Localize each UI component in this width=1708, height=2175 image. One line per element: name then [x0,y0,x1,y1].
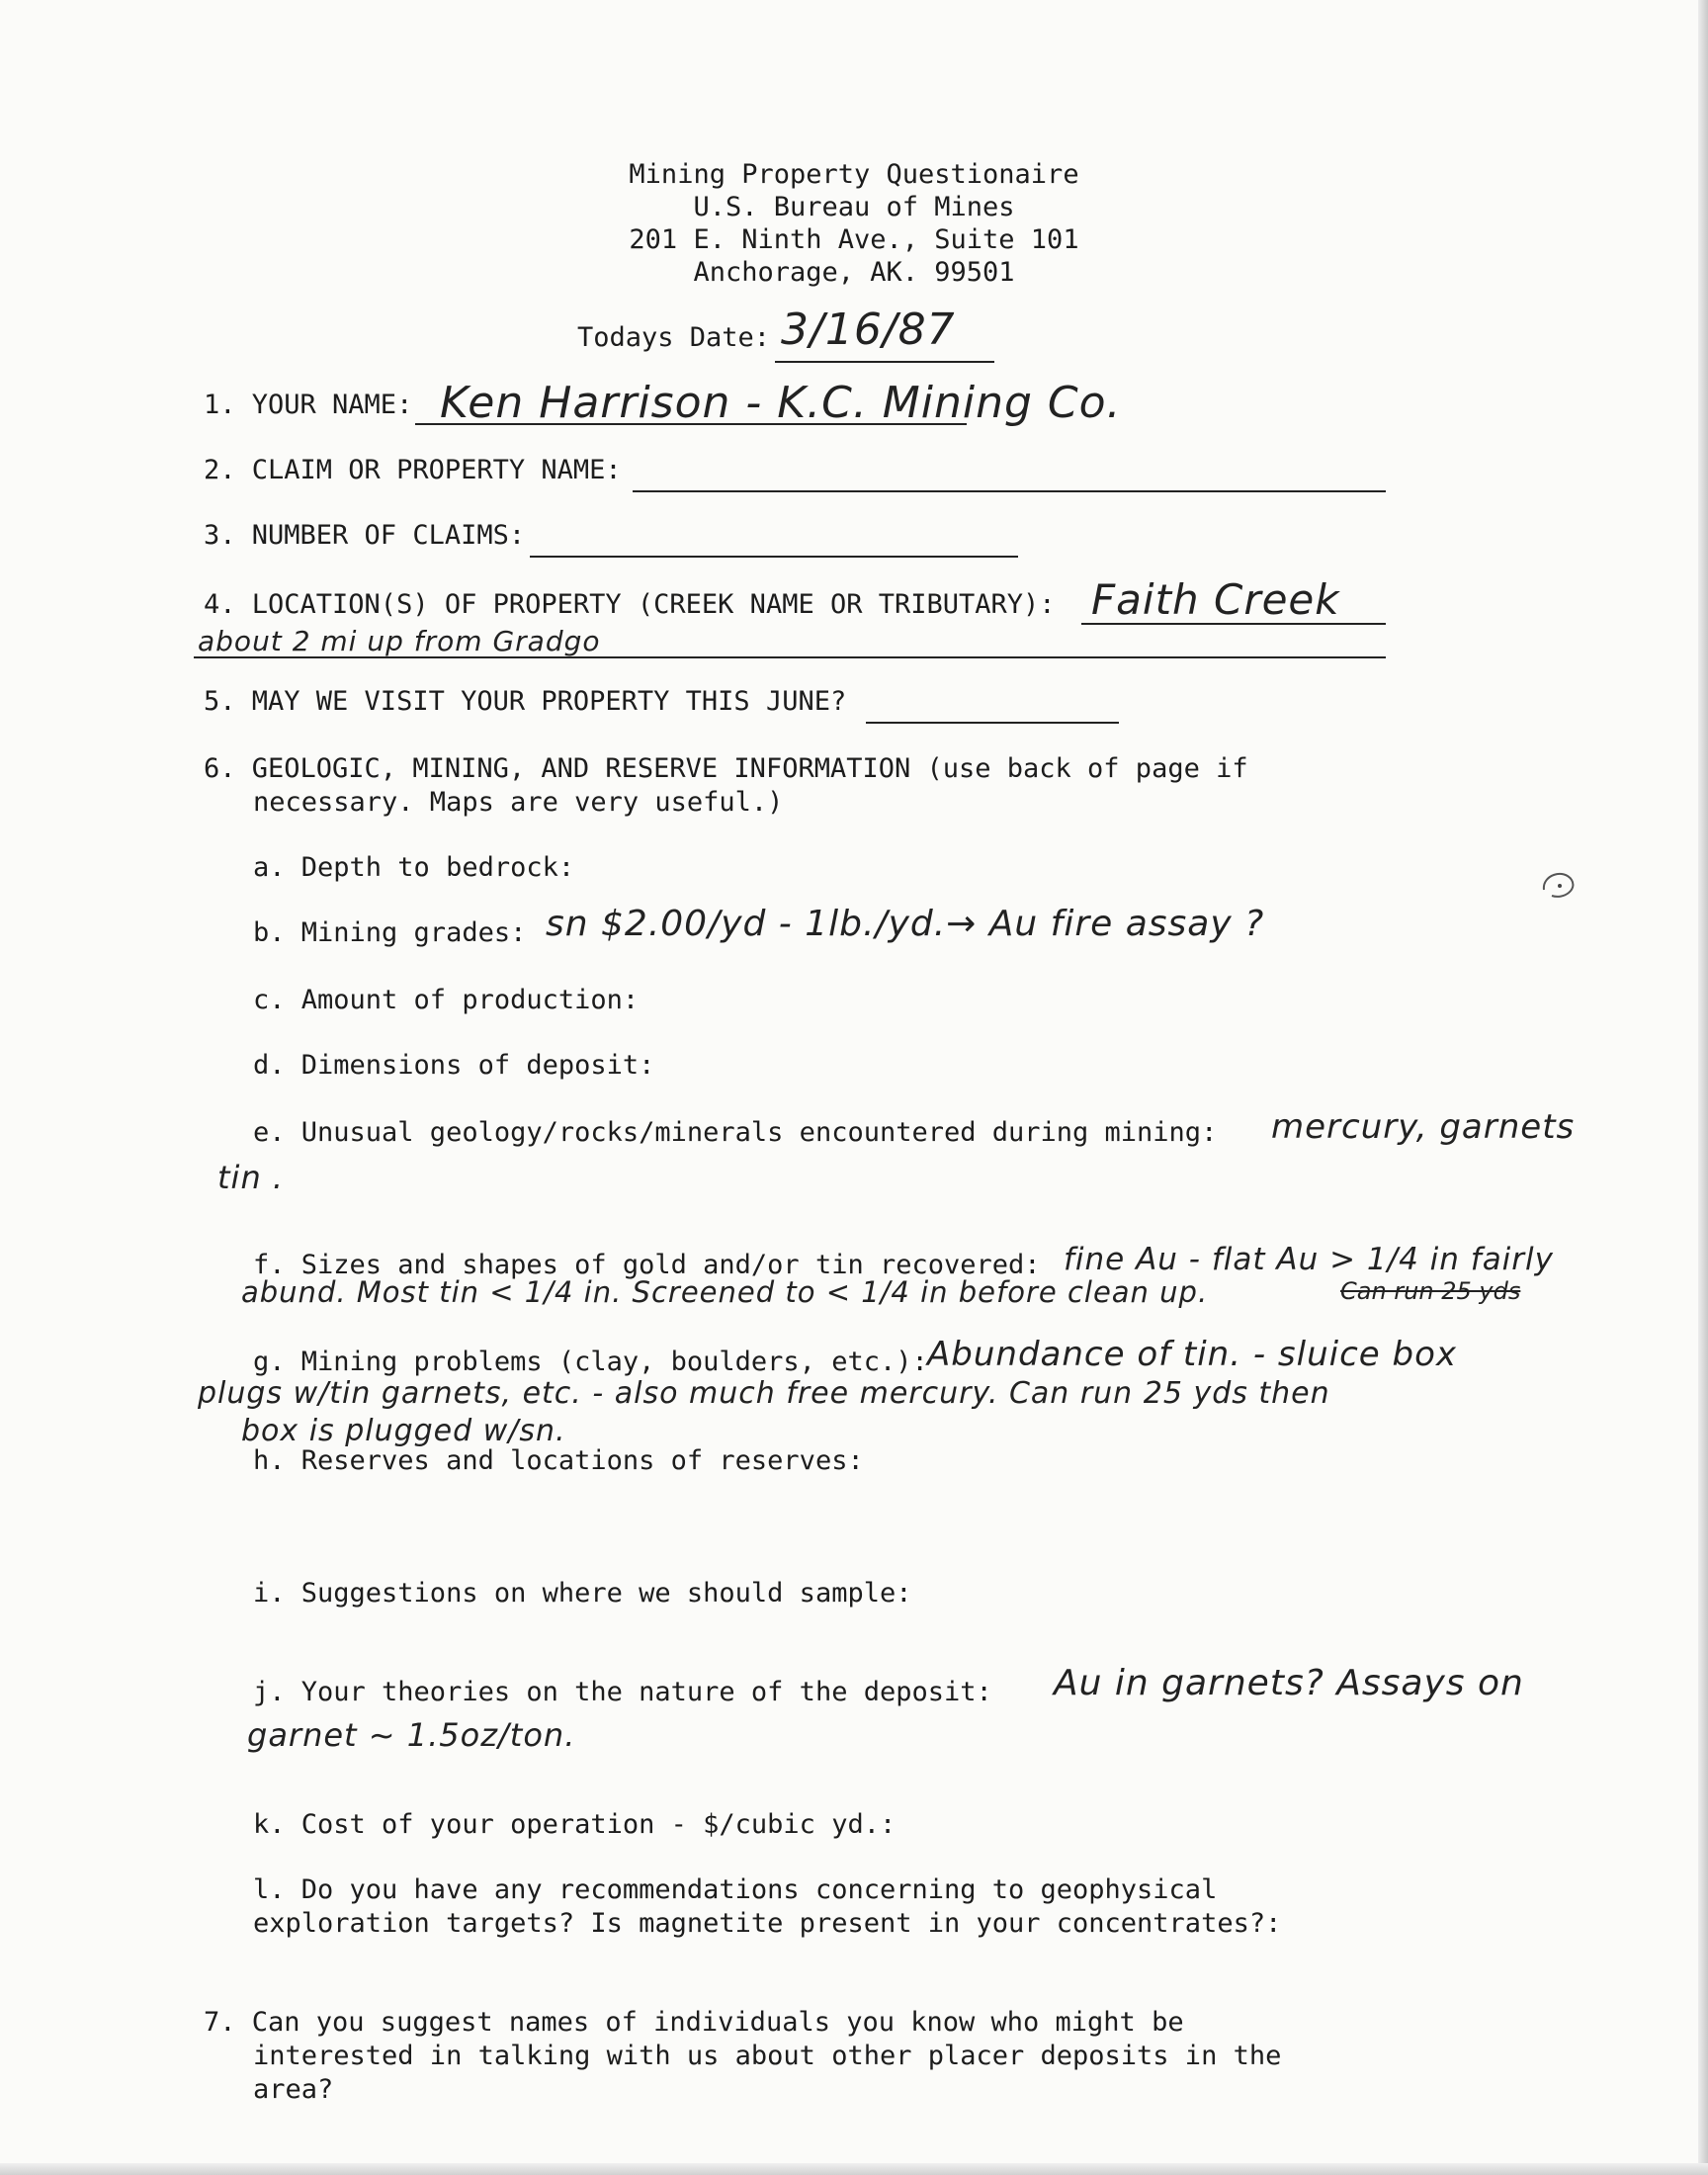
date-value: 3/16/87 [781,304,956,355]
q6-label-1: 6. GEOLOGIC, MINING, AND RESERVE INFORMATION (use back of page if [204,753,1248,784]
sizes-struck-text: Can run 25 yds [1340,1277,1521,1305]
location-label: 4. LOCATION(S) OF PROPERTY (CREEK NAME OR TRIBUTARY): [204,589,1056,620]
visit-label: 5. MAY WE VISIT YOUR PROPERTY THIS JUNE? [204,686,847,717]
problems-value: Abundance of tin. - sluice box [927,1335,1457,1374]
q7-label-2: interested in talking with us about other placer deposits in the [253,2041,1282,2071]
form-header [0,158,1708,289]
scribble-mark [1534,860,1583,910]
your-name-label: 1. YOUR NAME: [204,390,413,420]
problems-value-3: box is plugged w/sn. [241,1414,566,1448]
scan-edge-right [1698,0,1708,2175]
agency-name: U.S. Bureau of Mines [693,192,1015,222]
theories-label: j. Your theories on the nature of the deposit: [253,1677,992,1707]
date-underline [775,361,994,363]
theories-value: Au in garnets? Assays on [1054,1663,1524,1703]
sizes-value-2: abund. Most tin < 1/4 in. Screened to < 1/4 in before clean up. [241,1275,1209,1309]
geophysical-label-1: l. Do you have any recommendations concerning to geophysical [253,1874,1218,1905]
location-underline-2 [194,656,1386,658]
claim-name-label: 2. CLAIM OR PROPERTY NAME: [204,455,622,485]
location-underline-1 [1081,623,1386,625]
geology-label: e. Unusual geology/rocks/minerals encountered during mining: [253,1117,1218,1148]
cost-label: k. Cost of your operation - $/cubic yd.: [253,1809,897,1840]
geophysical-label-2: exploration targets? Is magnetite present in your concentrates?: [253,1908,1282,1939]
geology-value: mercury, garnets [1271,1107,1576,1147]
location-value-2: about 2 mi up from Gradgo [198,625,601,657]
number-of-claims-underline [530,556,1018,558]
grades-label: b. Mining grades: [253,917,527,948]
production-label: c. Amount of production: [253,985,640,1015]
location-value: Faith Creek [1091,575,1340,624]
reserves-label: h. Reserves and locations of reserves: [253,1445,864,1476]
dimensions-label: d. Dimensions of deposit: [253,1050,655,1081]
q7-label-3: area? [253,2074,334,2105]
number-of-claims-label: 3. NUMBER OF CLAIMS: [204,520,526,551]
your-name-underline [415,423,967,425]
geology-value-2: tin . [217,1159,285,1196]
visit-underline [866,722,1119,724]
q6-label-2: necessary. Maps are very useful.) [253,787,784,818]
agency-city: Anchorage, AK. 99501 [693,257,1015,288]
problems-value-2: plugs w/tin garnets, etc. - also much free mercury. Can run 25 yds then [198,1376,1330,1411]
problems-label: g. Mining problems (clay, boulders, etc.): [253,1347,928,1377]
sizes-label: f. Sizes and shapes of gold and/or tin recovered: [253,1250,1041,1280]
sample-label: i. Suggestions on where we should sample: [253,1578,912,1609]
agency-address: 201 E. Ninth Ave., Suite 101 [629,224,1079,255]
theories-value-2: garnet ~ 1.5oz/ton. [247,1716,576,1754]
q7-label-1: 7. Can you suggest names of individuals you know who might be [204,2007,1184,2038]
sizes-value: fine Au - flat Au > 1/4 in fairly [1064,1242,1555,1277]
depth-label: a. Depth to bedrock: [253,852,575,883]
form-title: Mining Property Questionaire [629,159,1079,190]
grades-value: sn $2.00/yd - 1lb./yd.→ Au fire assay ? [546,904,1265,944]
your-name-value: Ken Harrison - K.C. Mining Co. [440,378,1122,428]
scan-edge-bottom [0,2163,1708,2175]
claim-name-underline [633,490,1386,492]
date-label: Todays Date: [577,322,771,353]
